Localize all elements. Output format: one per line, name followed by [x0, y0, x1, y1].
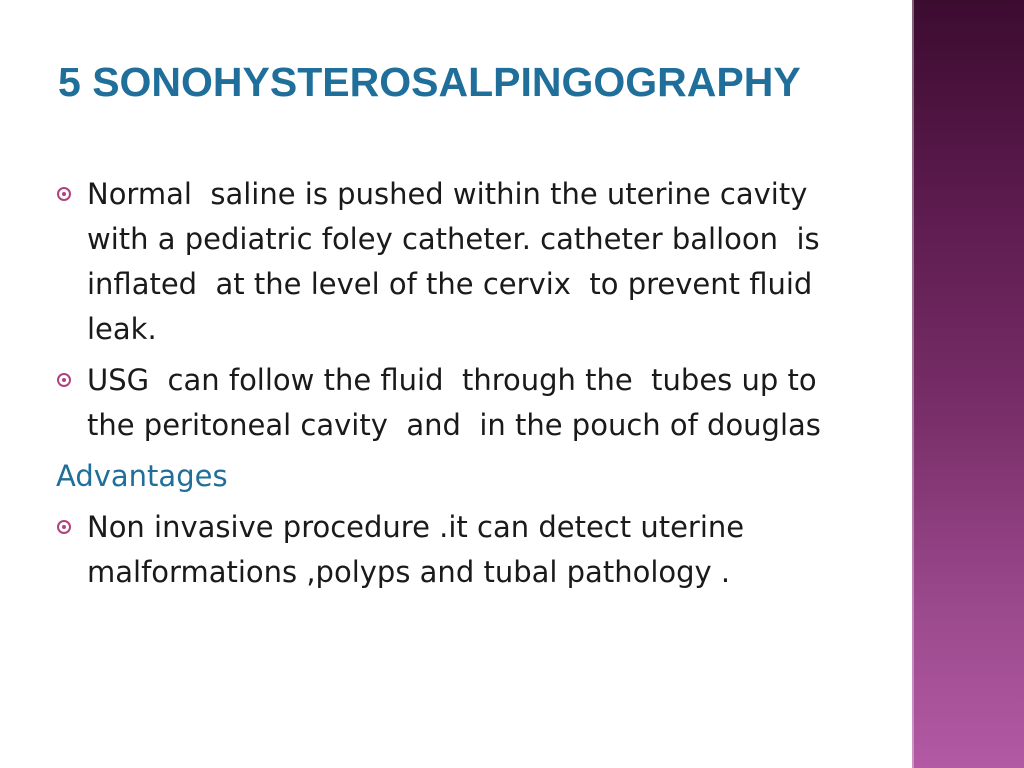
bullet-item	[56, 358, 856, 448]
advantages-heading: Advantages	[56, 459, 228, 493]
circle-bullet-icon	[57, 520, 71, 534]
bullet-text: Non invasive procedure .it can detect uterine malformations ,polyps and tubal pathology .	[87, 510, 754, 589]
circle-bullet-icon	[57, 373, 71, 387]
bullet-item	[56, 505, 856, 595]
bullet-text: USG can follow the fluid through the tubes up to the peritoneal cavity and in the pouch of douglas	[87, 363, 826, 442]
slide-title: 5 SONOHYSTEROSALPINGOGRAPHY	[58, 59, 801, 105]
decorative-side-band	[912, 0, 1024, 768]
slide-content	[56, 172, 856, 601]
bullet-item	[56, 172, 856, 352]
bullet-text: Normal saline is pushed within the uterine cavity with a pediatric foley catheter. catheter balloon is inflated at the level of the cervix to prevent fluid leak.	[87, 177, 829, 346]
circle-bullet-icon	[57, 187, 71, 201]
